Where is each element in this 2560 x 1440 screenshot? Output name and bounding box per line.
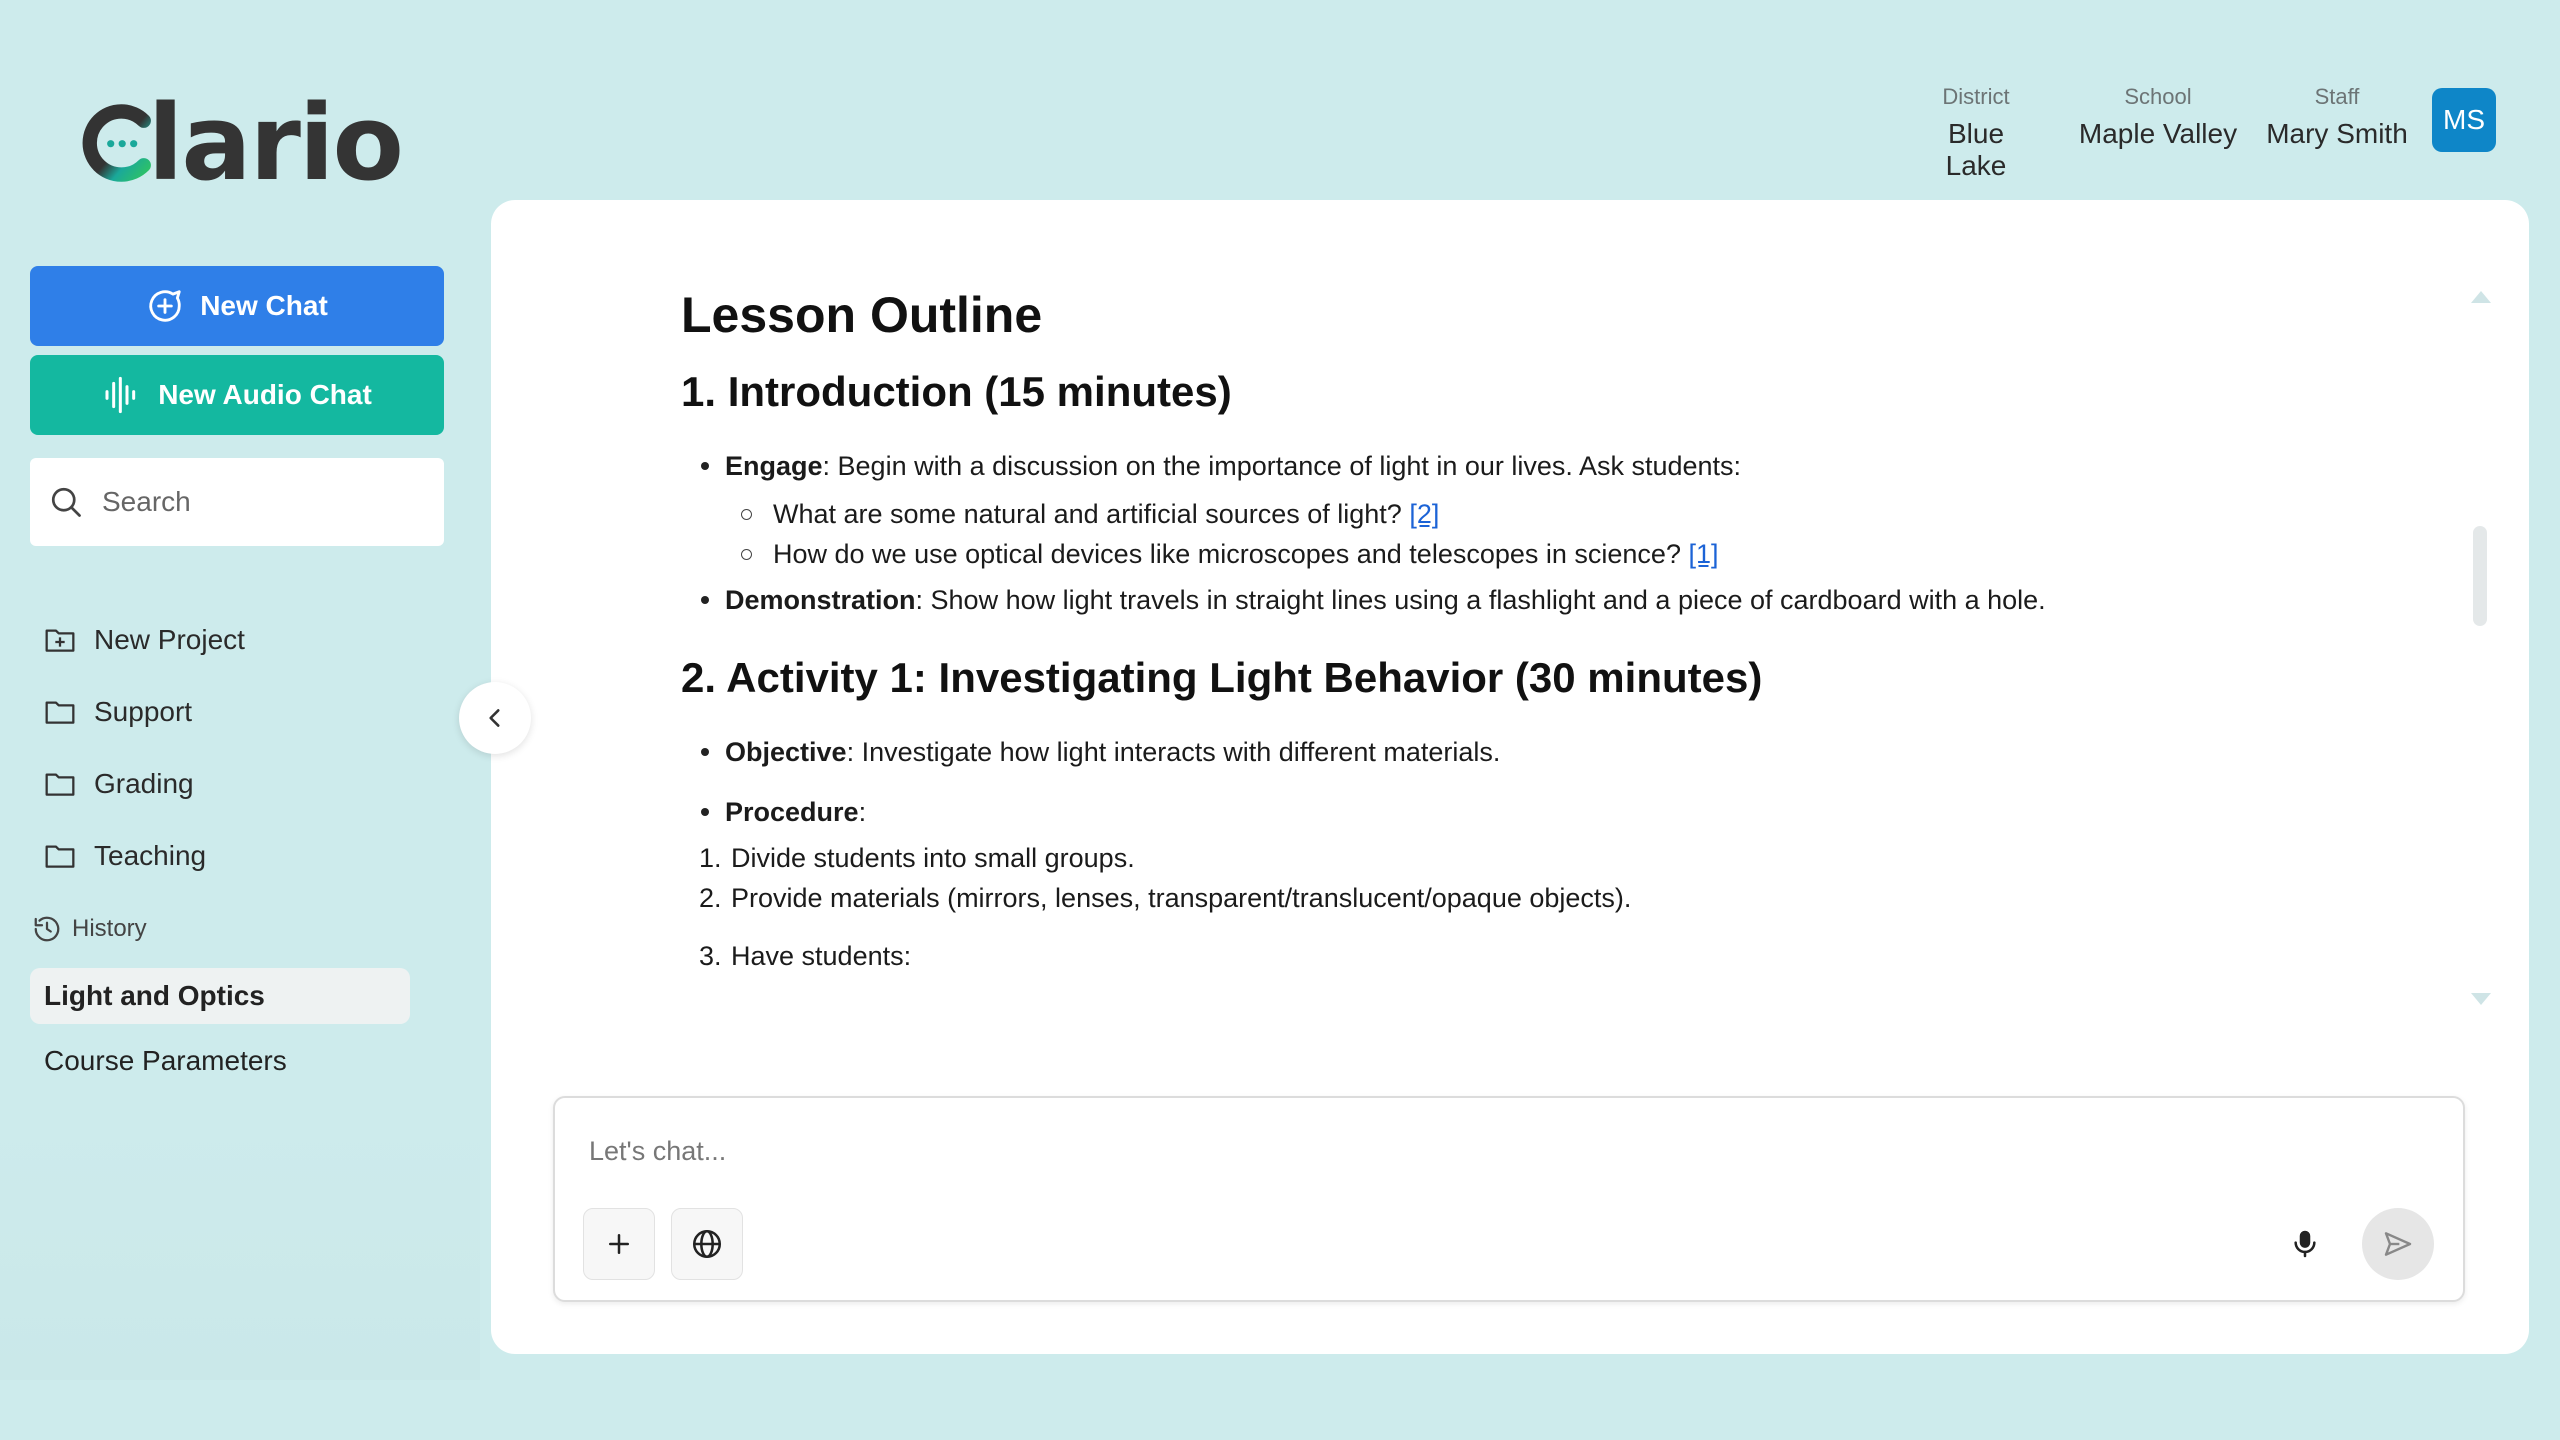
step-text: Have students: (731, 941, 912, 971)
citation-link[interactable]: [2] (1409, 499, 1440, 529)
step-number: 1. (699, 843, 722, 873)
search-icon (48, 484, 84, 520)
history-section-label (32, 914, 147, 944)
citation-link[interactable]: [1] (1688, 539, 1719, 569)
district-info (1916, 84, 2036, 182)
demonstration-text: : Show how light travels in straight lines using a flashlight and a piece of cardboard with a hole. (915, 585, 2046, 615)
district-label: District (1942, 84, 2010, 109)
scrollbar-thumb[interactable] (2473, 526, 2487, 626)
logo-c-icon (82, 88, 154, 198)
school-info (2076, 84, 2240, 150)
objective-item (725, 732, 2401, 772)
folder-icon (44, 696, 80, 728)
school-value: Maple Valley (2078, 118, 2238, 149)
procedure-term: Procedure (725, 797, 859, 827)
folder-icon (44, 840, 80, 872)
logo-text: lario (147, 82, 402, 204)
engage-item (725, 446, 2401, 574)
scroll-up-arrow-icon[interactable] (2470, 290, 2492, 304)
question-text: What are some natural and artificial sources of light? (773, 499, 1410, 529)
globe-icon (690, 1227, 724, 1261)
chat-plus-icon (146, 287, 184, 325)
folder-support[interactable] (44, 676, 444, 748)
folder-label: New Project (94, 624, 245, 655)
new-audio-chat-label: New Audio Chat (158, 379, 372, 410)
history-item-label: Light and Optics (44, 980, 265, 1011)
chat-input-box (553, 1096, 2465, 1302)
plus-icon (604, 1229, 634, 1259)
demonstration-item (725, 580, 2401, 620)
step-text: Provide materials (mirrors, lenses, transparent/translucent/opaque objects). (731, 883, 1632, 913)
microphone-button[interactable] (2283, 1222, 2327, 1266)
new-chat-label: New Chat (200, 290, 328, 321)
folder-grading[interactable] (44, 748, 444, 820)
step-number: 3. (699, 941, 722, 971)
folder-list (44, 604, 444, 892)
demonstration-term: Demonstration (725, 585, 916, 615)
history-item-course-parameters[interactable] (30, 1033, 410, 1089)
folder-label: Support (94, 696, 193, 727)
search-input[interactable] (102, 486, 422, 518)
procedure-steps (689, 838, 2401, 976)
staff-label: Staff (2314, 84, 2360, 109)
folder-new-project[interactable] (44, 604, 444, 676)
microphone-icon (2289, 1228, 2321, 1260)
new-audio-chat-button[interactable] (30, 355, 444, 435)
folder-icon (44, 768, 80, 800)
step-text: Divide students into small groups. (731, 843, 1135, 873)
procedure-item (699, 792, 2401, 976)
engage-text: : Begin with a discussion on the importance of light in our lives. Ask students: (822, 451, 1742, 481)
send-button[interactable] (2362, 1208, 2434, 1280)
new-chat-button[interactable] (30, 266, 444, 346)
message-content (681, 280, 2401, 1010)
folder-teaching[interactable] (44, 820, 444, 892)
avatar[interactable]: MS (2432, 88, 2496, 152)
engage-term: Engage (725, 451, 823, 481)
question-item (773, 534, 2401, 574)
history-item-label: Course Parameters (44, 1045, 287, 1076)
section-1-list (681, 446, 2401, 620)
question-text: How do we use optical devices like microscopes and telescopes in science? (773, 539, 1689, 569)
web-search-button[interactable] (671, 1208, 743, 1280)
procedure-colon: : (858, 797, 867, 827)
lesson-title: Lesson Outline (681, 287, 1043, 343)
school-label: School (2124, 84, 2192, 109)
send-icon (2382, 1228, 2414, 1260)
district-value: Blue Lake (1945, 118, 2007, 181)
section-2-heading: 2. Activity 1: Investigating Light Behavior (30 minutes) (681, 654, 1763, 701)
section-2-list (681, 732, 2401, 976)
folder-label: Grading (94, 768, 194, 799)
chevron-left-icon (482, 705, 508, 731)
chat-input[interactable] (589, 1136, 2409, 1186)
objective-text: : Investigate how light interacts with different materials. (846, 737, 1501, 767)
section-1-heading: 1. Introduction (15 minutes) (681, 368, 1232, 415)
objective-term: Objective (725, 737, 847, 767)
staff-info (2262, 84, 2412, 150)
attach-button[interactable] (583, 1208, 655, 1280)
search-box (30, 458, 444, 546)
scroll-down-arrow-icon[interactable] (2470, 992, 2492, 1006)
folder-plus-icon (44, 624, 80, 656)
procedure-step (699, 878, 2401, 918)
sidebar-bottom-fade (0, 1120, 480, 1380)
question-item (773, 494, 2401, 534)
audio-wave-icon (102, 375, 142, 415)
app-logo (82, 82, 402, 204)
procedure-step (699, 838, 2401, 878)
staff-value: Mary Smith (2266, 118, 2408, 149)
collapse-sidebar-button[interactable] (459, 682, 531, 754)
history-label-text: History (72, 915, 147, 942)
step-number: 2. (699, 883, 722, 913)
history-icon (32, 914, 62, 944)
procedure-step (699, 936, 2401, 976)
questions-list (725, 494, 2401, 574)
history-item-light-and-optics[interactable] (30, 968, 410, 1024)
folder-label: Teaching (94, 840, 207, 871)
